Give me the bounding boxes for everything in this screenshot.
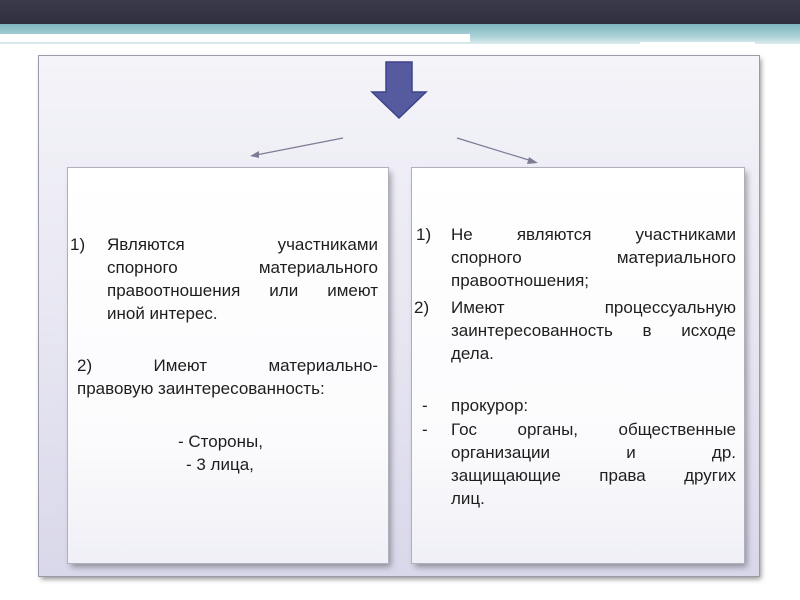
left-item1-text (107, 233, 378, 325)
text-line: правоотношения; (451, 271, 590, 290)
right-dash1-text: прокурор: (451, 396, 529, 415)
right-dash2-mark: - (422, 420, 428, 439)
text-line: лиц. (451, 489, 485, 508)
text-line: организации и др. (451, 443, 736, 462)
right-item1-number: 1) (416, 225, 432, 244)
text-line: Не являются участниками (451, 225, 736, 244)
text-line: защищающие права других (451, 466, 736, 485)
right-item2-text (451, 296, 736, 365)
left-item2-text (77, 354, 378, 400)
right-item1-text (451, 223, 736, 292)
text-line: иной интерес. (107, 304, 218, 323)
left-arrowhead-icon (250, 151, 259, 158)
text-line: Гос органы, общественные (451, 420, 736, 439)
right-arrowhead-icon (527, 157, 538, 164)
left-item1-number: 1) (70, 235, 86, 254)
text-line: заинтересованность в исходе (451, 321, 736, 340)
text-line: правовую заинтересованность: (77, 379, 325, 398)
text-line: правоотношения или имеют (107, 281, 378, 300)
text-line: дела. (451, 344, 494, 363)
text-line: спорного материального (451, 248, 736, 267)
right-dash1-mark: - (422, 396, 428, 415)
right-branch-arrow (457, 138, 532, 161)
text-line: Являются участниками (107, 235, 378, 254)
left-branch-arrow (256, 138, 343, 155)
text-line: 2) Имеют материально- (77, 356, 378, 375)
right-dash2-text (451, 418, 736, 510)
left-dash-item: - Стороны, (178, 432, 263, 451)
down-arrow-icon (372, 62, 426, 118)
right-item2-number: 2) (414, 298, 430, 317)
text-line: Имеют процессуальную (451, 298, 736, 317)
text-line: спорного материального (107, 258, 378, 277)
left-dash-item: - 3 лица, (186, 455, 254, 474)
